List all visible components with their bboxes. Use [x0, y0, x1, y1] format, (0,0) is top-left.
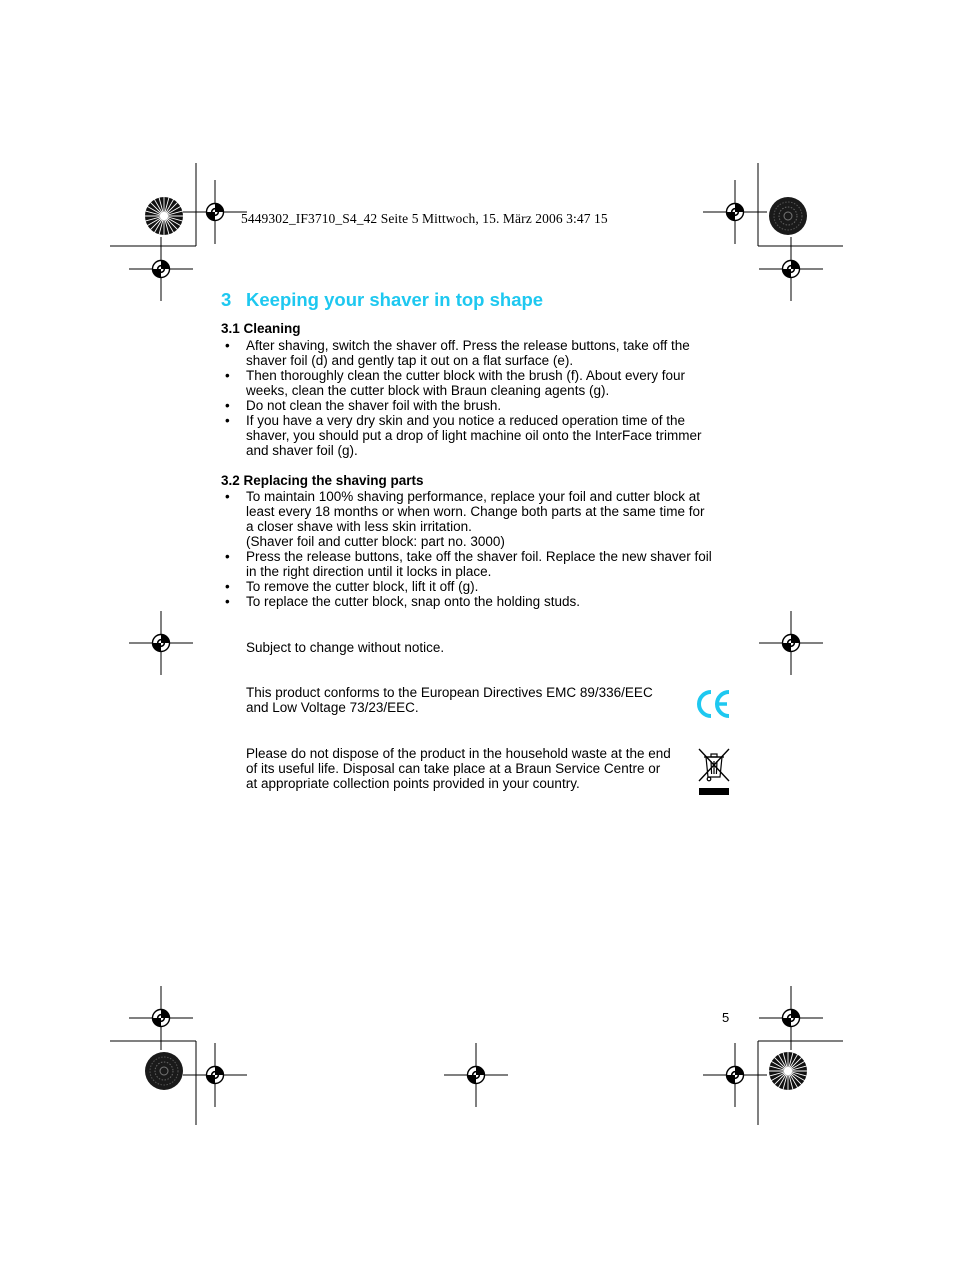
ce-mark-icon — [695, 688, 731, 720]
page-number: 5 — [722, 1010, 730, 1025]
list-item: • After shaving, switch the shaver off. Press the release buttons, take off the shaver foil (d) and gently tap it out on a flat surface (e). — [225, 338, 690, 368]
list-item: • To maintain 100% shaving performance, replace your foil and cutter block at least every 18 months or when worn. Change both parts at the same time for a closer shave with less skin irritation. (Shaver foil and cutter block: part no. 3000) — [225, 489, 705, 549]
conformity-statement: This product conforms to the European Directives EMC 89/336/EEC and Low Voltage 73/23/EEC. — [246, 685, 653, 716]
print-header: 5449302_IF3710_S4_42 Seite 5 Mittwoch, 15. März 2006 3:47 15 — [241, 211, 608, 226]
replacing-heading: 3.2 Replacing the shaving parts — [221, 473, 424, 488]
list-item: • To remove the cutter block, lift it off (g). — [225, 579, 479, 594]
list-item: • Press the release buttons, take off the shaver foil. Replace the new shaver foil in the right direction until it locks in place. — [225, 549, 712, 579]
cleaning-list — [221, 338, 736, 458]
list-item: • If you have a very dry skin and you notice a reduced operation time of the shaver, you should put a drop of light machine oil onto the InterFace trimmer and shaver foil (g). — [225, 413, 702, 458]
list-item: • Then thoroughly clean the cutter block with the brush (f). About every four weeks, clean the cutter block with Braun cleaning agents (g). — [225, 368, 685, 398]
crossed-out-bin-icon — [696, 747, 732, 797]
section-title-text: Keeping your shaver in top shape — [246, 289, 544, 310]
list-item: • Do not clean the shaver foil with the brush. — [225, 398, 502, 413]
cleaning-heading: 3.1 Cleaning — [221, 321, 301, 336]
section-number: 3 — [221, 289, 232, 310]
list-item: • To replace the cutter block, snap onto the holding studs. — [225, 594, 580, 609]
replacing-list — [221, 489, 736, 609]
disposal-statement: Please do not dispose of the product in the household waste at the end of its useful life. Disposal can take place at a Braun Service Centre or at appropriate collection points provided in your country. — [246, 746, 671, 792]
section-title — [221, 289, 543, 311]
change-notice: Subject to change without notice. — [246, 640, 445, 655]
